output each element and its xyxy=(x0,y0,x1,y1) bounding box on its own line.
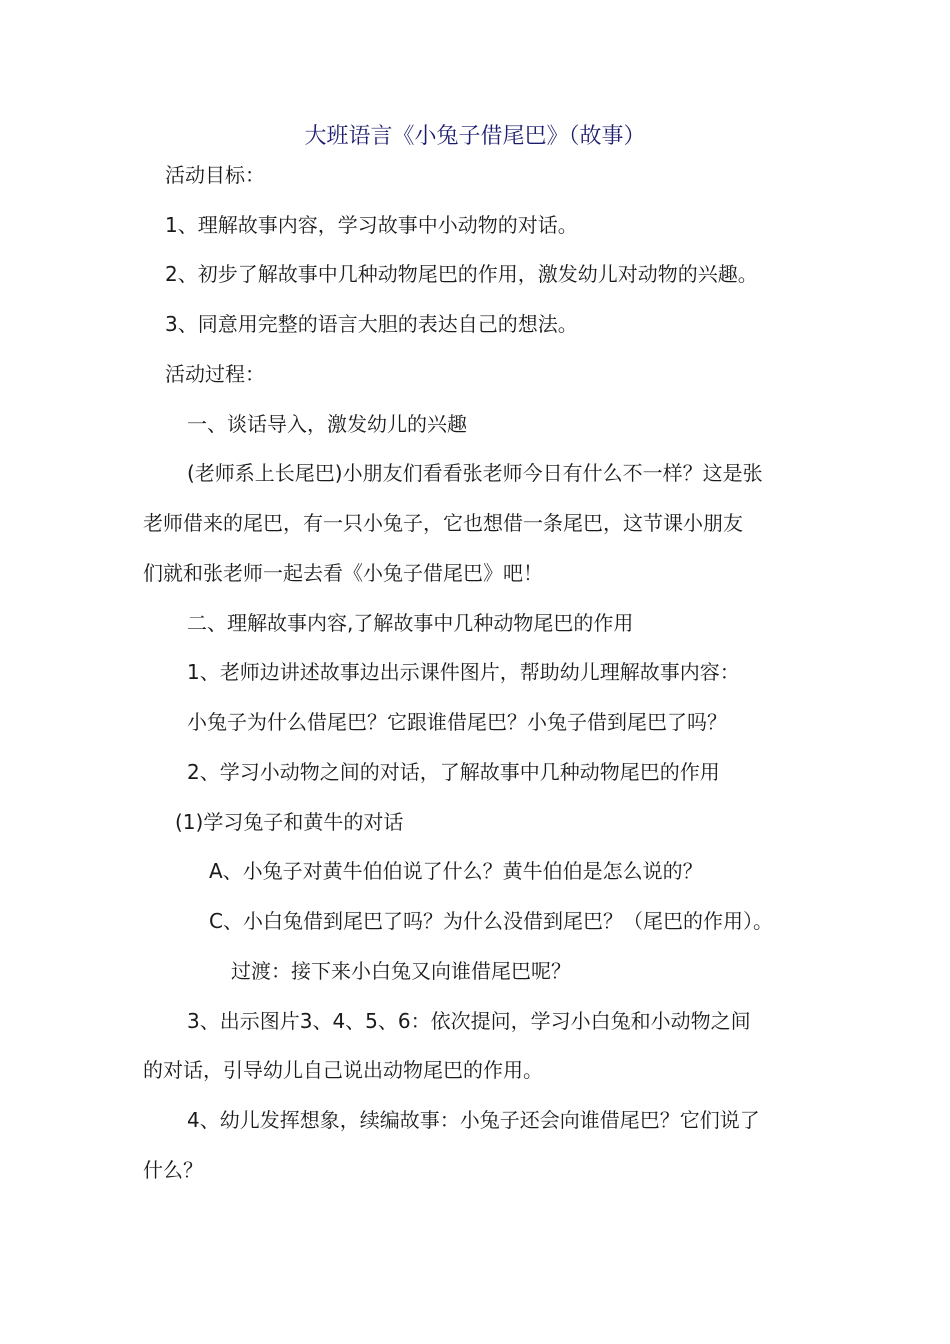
paragraph-line: 老师借来的尾巴，有一只小兔子，它也想借一条尾巴，这节课小朋友 xyxy=(143,511,743,535)
process-step-2-heading: 二、理解故事内容,了解故事中几种动物尾巴的作用 xyxy=(187,611,634,635)
goal-item-3: 3、同意用完整的语言大胆的表达自己的想法。 xyxy=(165,312,578,336)
paragraph-line: 们就和张老师一起去看《小兔子借尾巴》吧！ xyxy=(143,561,543,585)
sub-item-3: 3、出示图片3、4、5、6：依次提问，学习小白兔和小动物之间 xyxy=(187,1009,751,1033)
process-step-1-heading: 一、谈话导入，激发幼儿的兴趣 xyxy=(187,412,467,436)
sub-item-2: 2、学习小动物之间的对话，了解故事中几种动物尾巴的作用 xyxy=(187,760,720,784)
goal-item-2: 2、初步了解故事中几种动物尾巴的作用，激发幼儿对动物的兴趣。 xyxy=(165,262,758,286)
paragraph-line: 什么？ xyxy=(143,1158,203,1182)
sub-item-4: 4、幼儿发挥想象，续编故事：小兔子还会向谁借尾巴？它们说了 xyxy=(187,1108,760,1132)
sub-sub-item-1: (1)学习兔子和黄牛的对话 xyxy=(175,810,404,834)
question-line: 小兔子为什么借尾巴？它跟谁借尾巴？小兔子借到尾巴了吗？ xyxy=(187,710,727,734)
section-heading-process: 活动过程： xyxy=(165,362,265,386)
sub-item-1: 1、老师边讲述故事边出示课件图片，帮助幼儿理解故事内容： xyxy=(187,660,740,684)
goal-item-1: 1、理解故事内容，学习故事中小动物的对话。 xyxy=(165,213,578,237)
question-a: A、小兔子对黄牛伯伯说了什么？黄牛伯伯是怎么说的？ xyxy=(209,859,703,883)
transition-line: 过渡：接下来小白兔又向谁借尾巴呢？ xyxy=(231,959,571,983)
paragraph-line: 的对话，引导幼儿自己说出动物尾巴的作用。 xyxy=(143,1058,543,1082)
question-c: C、小白兔借到尾巴了吗？为什么没借到尾巴？（尾巴的作用）。 xyxy=(209,909,773,933)
document-title: 大班语言《小兔子借尾巴》（故事） xyxy=(304,124,646,149)
section-heading-goals: 活动目标： xyxy=(165,163,265,187)
paragraph-line: (老师系上长尾巴)小朋友们看看张老师今日有什么不一样？这是张 xyxy=(187,461,763,485)
